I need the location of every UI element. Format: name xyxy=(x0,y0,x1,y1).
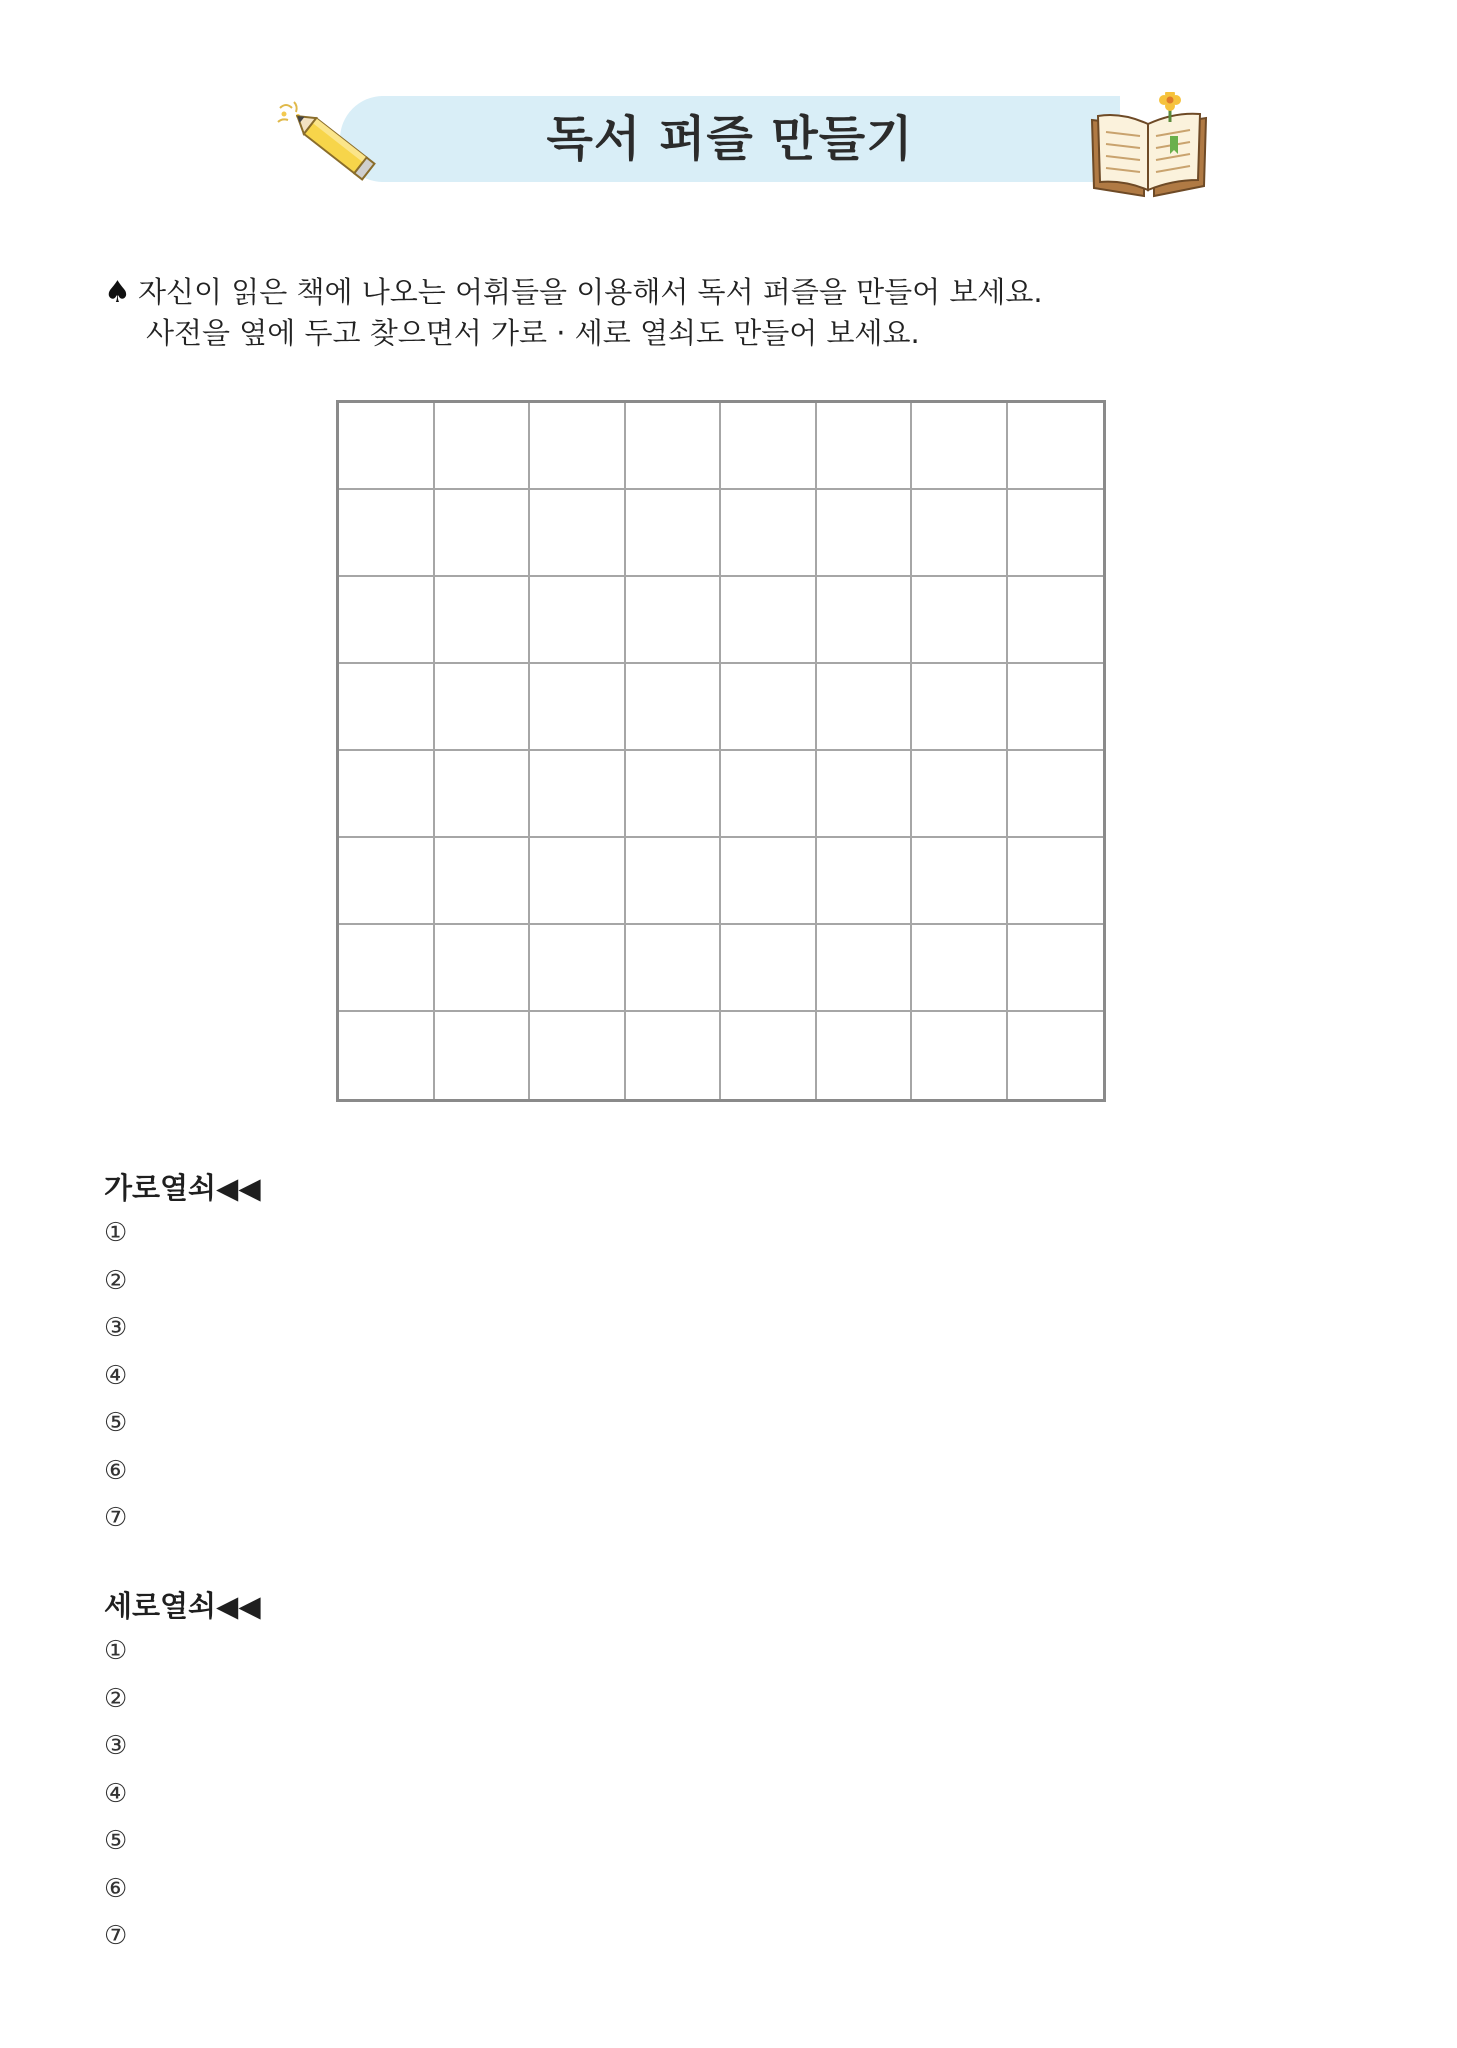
grid-cell[interactable] xyxy=(912,1012,1008,1099)
open-book-icon xyxy=(1086,92,1212,204)
grid-cell[interactable] xyxy=(435,490,531,577)
grid-cell[interactable] xyxy=(721,925,817,1012)
across-clue-item[interactable]: ⑦ xyxy=(104,1503,128,1533)
down-clue-item[interactable]: ③ xyxy=(104,1731,128,1761)
grid-cell[interactable] xyxy=(435,664,531,751)
grid-cell[interactable] xyxy=(1008,490,1104,577)
grid-cell[interactable] xyxy=(721,1012,817,1099)
grid-cell[interactable] xyxy=(530,1012,626,1099)
grid-cell[interactable] xyxy=(435,838,531,925)
grid-cell[interactable] xyxy=(435,925,531,1012)
grid-cell[interactable] xyxy=(339,490,435,577)
grid-cell[interactable] xyxy=(1008,751,1104,838)
grid-cell[interactable] xyxy=(626,490,722,577)
grid-cell[interactable] xyxy=(530,577,626,664)
grid-cell[interactable] xyxy=(817,490,913,577)
puzzle-grid xyxy=(336,400,1106,1102)
grid-cell[interactable] xyxy=(912,925,1008,1012)
grid-cell[interactable] xyxy=(912,577,1008,664)
grid-cell[interactable] xyxy=(721,490,817,577)
down-clues xyxy=(104,1584,1004,1961)
grid-cell[interactable] xyxy=(817,403,913,490)
grid-cell[interactable] xyxy=(1008,925,1104,1012)
grid-cell[interactable] xyxy=(817,577,913,664)
down-clue-item[interactable]: ⑤ xyxy=(104,1826,128,1856)
down-clue-item[interactable]: ⑦ xyxy=(104,1921,128,1951)
grid-cell[interactable] xyxy=(626,751,722,838)
grid-cell[interactable] xyxy=(435,403,531,490)
grid-cell[interactable] xyxy=(912,664,1008,751)
grid-cell[interactable] xyxy=(721,403,817,490)
grid-cell[interactable] xyxy=(817,838,913,925)
instruction-line-1 xyxy=(104,272,1364,313)
grid-cell[interactable] xyxy=(626,925,722,1012)
across-clue-item[interactable]: ① xyxy=(104,1218,128,1248)
grid-cell[interactable] xyxy=(721,751,817,838)
grid-cell[interactable] xyxy=(626,577,722,664)
grid-cell[interactable] xyxy=(817,925,913,1012)
grid-cell[interactable] xyxy=(530,664,626,751)
grid-cell[interactable] xyxy=(721,577,817,664)
grid-cell[interactable] xyxy=(530,925,626,1012)
grid-cell[interactable] xyxy=(721,664,817,751)
page-title: 독서 퍼즐 만들기 xyxy=(546,111,914,167)
grid-cell[interactable] xyxy=(626,664,722,751)
grid-cell[interactable] xyxy=(435,751,531,838)
grid-cell[interactable] xyxy=(339,403,435,490)
grid-cell[interactable] xyxy=(530,838,626,925)
grid-cell[interactable] xyxy=(912,751,1008,838)
instructions xyxy=(104,272,1364,353)
grid-cell[interactable] xyxy=(1008,577,1104,664)
grid-cell[interactable] xyxy=(1008,403,1104,490)
across-heading: 가로열쇠◀◀ xyxy=(104,1171,261,1205)
across-clue-list xyxy=(104,1210,1004,1543)
down-clue-item[interactable]: ⑥ xyxy=(104,1873,128,1904)
grid-cell[interactable] xyxy=(339,664,435,751)
grid-cell[interactable] xyxy=(530,490,626,577)
grid-cell[interactable] xyxy=(339,751,435,838)
down-clue-list xyxy=(104,1628,1004,1961)
across-clue-item[interactable]: ③ xyxy=(104,1313,128,1343)
across-clue-item[interactable]: ② xyxy=(104,1265,128,1296)
grid-cell[interactable] xyxy=(626,838,722,925)
grid-cell[interactable] xyxy=(339,1012,435,1099)
grid-cell[interactable] xyxy=(435,1012,531,1099)
grid-cell[interactable] xyxy=(339,925,435,1012)
grid-cell[interactable] xyxy=(912,838,1008,925)
instruction-line-2: 사전을 옆에 두고 찾으면서 가로 · 세로 열쇠도 만들어 보세요. xyxy=(146,316,920,350)
across-clue-item[interactable]: ⑥ xyxy=(104,1455,128,1486)
grid-cell[interactable] xyxy=(1008,838,1104,925)
grid-cell[interactable] xyxy=(626,403,722,490)
grid-cell[interactable] xyxy=(912,490,1008,577)
grid-cell[interactable] xyxy=(1008,664,1104,751)
grid-cell[interactable] xyxy=(912,403,1008,490)
grid-cell[interactable] xyxy=(339,838,435,925)
across-clue-item[interactable]: ⑤ xyxy=(104,1408,128,1438)
across-clue-item[interactable]: ④ xyxy=(104,1360,128,1391)
grid-cell[interactable] xyxy=(721,838,817,925)
grid-cell[interactable] xyxy=(530,751,626,838)
instruction-text-1: 자신이 읽은 책에 나오는 어휘들을 이용해서 독서 퍼즐을 만들어 보세요. xyxy=(138,275,1043,309)
grid-cell[interactable] xyxy=(817,751,913,838)
down-clue-item[interactable]: ④ xyxy=(104,1778,128,1809)
grid-cell[interactable] xyxy=(817,1012,913,1099)
grid-cell[interactable] xyxy=(1008,1012,1104,1099)
down-clue-item[interactable]: ① xyxy=(104,1636,128,1666)
across-clues xyxy=(104,1166,1004,1543)
down-heading: 세로열쇠◀◀ xyxy=(104,1589,261,1623)
grid-cell[interactable] xyxy=(626,1012,722,1099)
grid-cell[interactable] xyxy=(817,664,913,751)
grid-cell[interactable] xyxy=(530,403,626,490)
down-clue-item[interactable]: ② xyxy=(104,1683,128,1714)
grid-cell[interactable] xyxy=(435,577,531,664)
spade-icon: ♠ xyxy=(104,275,131,310)
grid-cell[interactable] xyxy=(339,577,435,664)
